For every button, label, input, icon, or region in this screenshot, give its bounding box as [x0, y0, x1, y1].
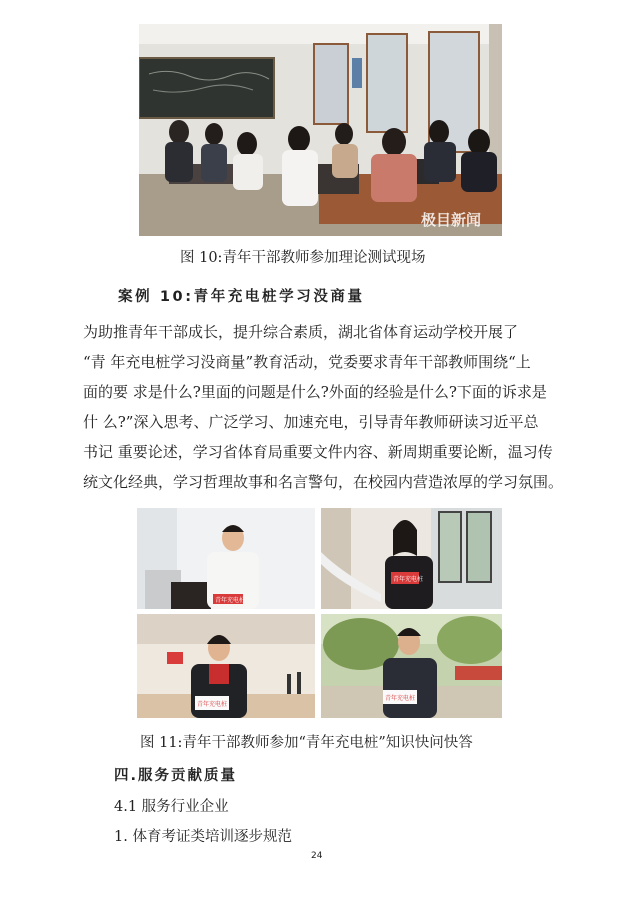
figure-11-caption: 图 11:青年干部教师参加“青年充电桩”知识快问快答	[140, 735, 473, 751]
paragraph-line-6: 统文化经典，学习哲理故事和名言警句，在校园内营造浓厚的学习氛围。	[83, 473, 564, 491]
figure-10-caption: 图 10:青年干部教师参加理论测试现场	[180, 250, 426, 266]
interview-photo-3	[137, 614, 315, 718]
page-number: 24	[311, 851, 323, 861]
mic-label-text: 青年充电桩	[393, 576, 424, 583]
paragraph-line-5: 书记 重要论述，学习省体育局重要文件内容、新周期重要论断，温习传	[83, 443, 553, 461]
mic-label-text: 青年充电桩	[197, 701, 228, 708]
mic-label-text: 青年充电桩	[215, 597, 246, 604]
interview-photo-2	[321, 508, 502, 609]
paragraph-line-4: 什 么?”深入思考、广泛学习、加速充电，引导青年教师研读习近平总	[83, 413, 539, 431]
watermark-text: 极目新闻	[421, 211, 482, 229]
section-heading: 四.服务贡献质量	[114, 768, 238, 784]
interview-photo-4	[321, 614, 502, 718]
subsection-heading: 4.1 服务行业企业	[114, 799, 229, 815]
interview-photo-1	[137, 508, 315, 609]
paragraph-line-1: 为助推青年干部成长，提升综合素质，湖北省体育运动学校开展了	[83, 323, 519, 341]
mic-label-text: 青年充电桩	[385, 695, 416, 702]
paragraph-line-2: “青 年充电桩学习没商量”教育活动，党委要求青年干部教师围绕“上	[83, 353, 531, 371]
paragraph-line-3: 面的要 求是什么?里面的问题是什么?外面的经验是什么?下面的诉求是	[83, 383, 547, 401]
classroom-exam-photo	[139, 24, 502, 236]
case-heading: 案例 10:青年充电桩学习没商量	[118, 289, 365, 305]
subsubsection-heading: 1. 体育考证类培训逐步规范	[114, 829, 292, 845]
